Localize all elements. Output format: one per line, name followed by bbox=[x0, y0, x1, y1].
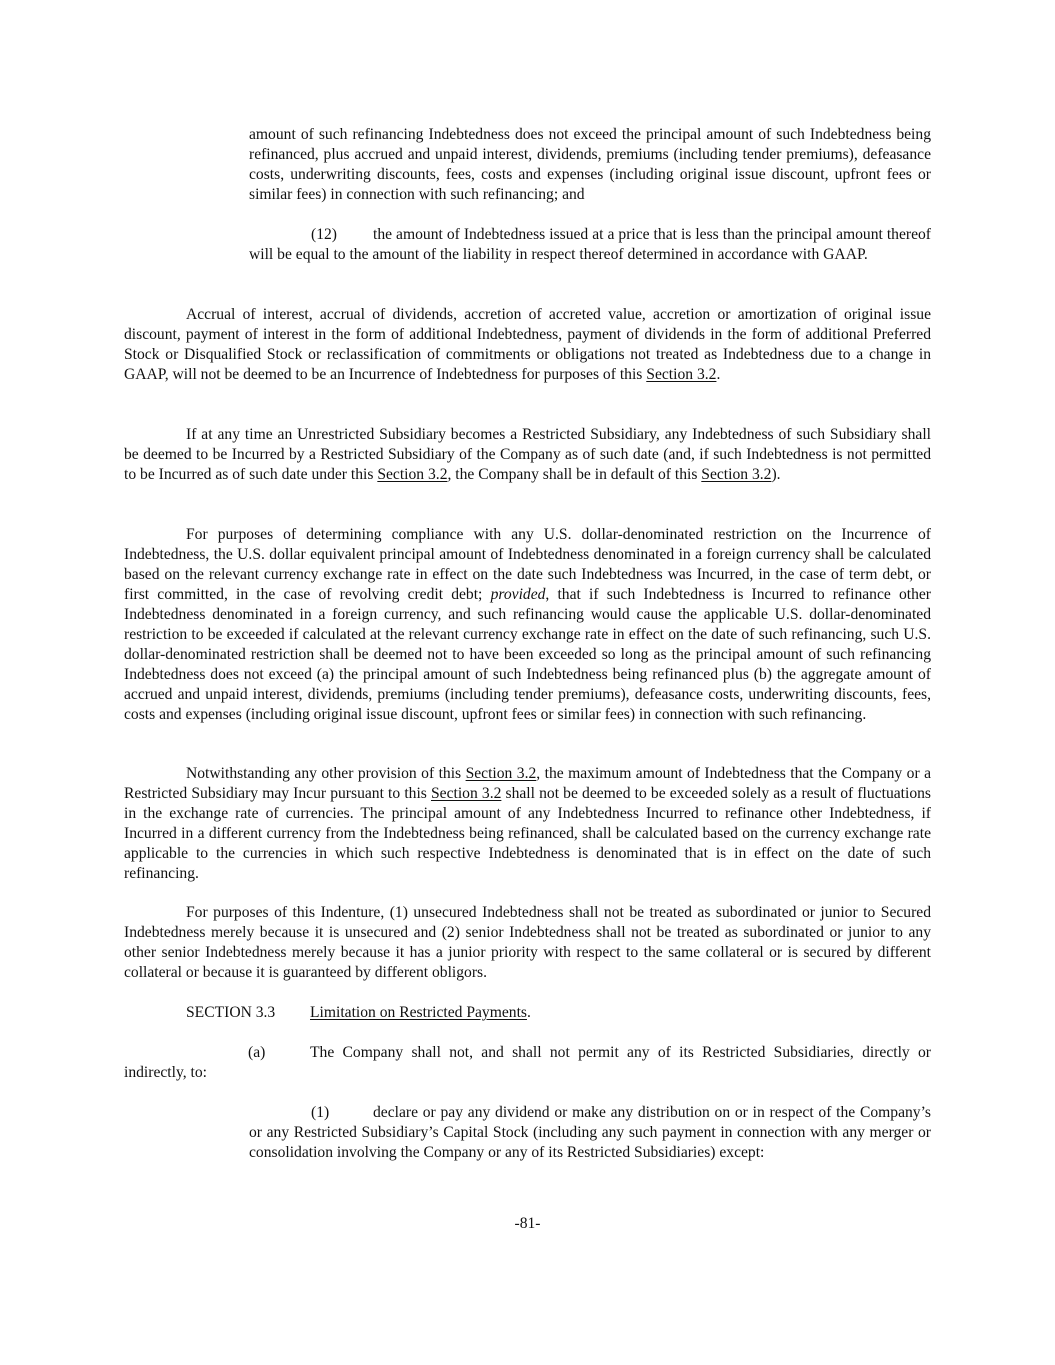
provided-italic: provided bbox=[490, 586, 546, 603]
clause-a-number: (a) bbox=[248, 1044, 266, 1061]
clause-12 bbox=[249, 225, 931, 265]
section-ref: Section 3.2 bbox=[430, 785, 502, 802]
clause-12-number: (12) bbox=[311, 226, 337, 243]
clause-11-continuation: amount of such refinancing Indebtedness does not exceed the principal amount of such Indebtedness being refinanced, plus accrued and unpaid interest, dividends, premiums (including tender premiums), defeasance costs, underwriting discounts, fees, costs and expenses (including original issue discount, upfront fees or similar fees) in connection with such refinancing; and bbox=[249, 126, 931, 203]
paragraph-currency-restriction: For purposes of determining compliance with any U.S. dollar-denominated restriction on the Incurrence of Indebtedness, the U.S. dollar equivalent principal amount of Indebtedness denominated in a foreign currency shall be calculated based on the relevant currency exchange rate in effect on the date such Indebtedness was Incurred, in the case of term debt, or first committed, in the case of revolving credit debt; provided, that if such Indebtedness is Incurred to refinance other Indebtedness denominated in a foreign currency, and such refinancing would cause the applicable U.S. dollar-denominated restriction to be exceeded if calculated at the relevant currency exchange rate in effect on the date of such refinancing, such U.S. dollar-denominated restriction shall be deemed not to have been exceeded so long as the principal amount of such refinancing Indebtedness does not exceed (a) the principal amount of such Indebtedness being refinanced plus (b) the aggregate amount of accrued and unpaid interest, dividends, premiums (including tender premiums), defeasance costs, underwriting discounts, fees, costs and expenses (including original issue discount, upfront fees or similar fees) in connection with such refinancing. bbox=[124, 526, 931, 723]
clause-1-text: declare or pay any dividend or make any distribution on or in respect of the Company’s or any Restricted Subsidiary’s Capital Stock (including any such payment in connection with any merger or consolidation involving the Company or any of its Restricted Subsidiaries) except: bbox=[249, 1104, 931, 1161]
section-ref: Section 3.2 bbox=[646, 366, 717, 383]
paragraph-unrestricted-subsidiary: If at any time an Unrestricted Subsidiary becomes a Restricted Subsidiary, any Indebtedness of such Subsidiary shall be deemed to be Incurred by a Restricted Subsidiary of the Company as of such date (and, if such Indebtedness is not permitted to be Incurred as of such date under this Section 3.2, the Company shall be in default of this Section 3.2). bbox=[124, 426, 931, 483]
clause-1 bbox=[249, 1103, 931, 1163]
paragraph-indenture-purposes: For purposes of this Indenture, (1) unsecured Indebtedness shall not be treated as subordinated or junior to Secured Indebtedness merely because it is unsecured and (2) senior Indebtedness shall not be treated as subordinated or junior to any other senior Indebtedness merely because it has a junior priority with respect to the same collateral or is secured by different collateral or because it is guaranteed by different obligors. bbox=[124, 904, 931, 981]
section-ref: Section 3.2 bbox=[377, 466, 448, 483]
section-ref: Section 3.2 bbox=[465, 765, 537, 782]
section-title: Limitation on Restricted Payments bbox=[310, 1004, 527, 1021]
clause-12-text: the amount of Indebtedness issued at a price that is less than the principal amount thereof will be equal to the amount of the liability in respect thereof determined in accordance with GAAP. bbox=[249, 226, 931, 263]
clause-a-text: The Company shall not, and shall not permit any of its Restricted Subsidiaries, directly or indirectly, to: bbox=[124, 1044, 931, 1081]
clause-1-number: (1) bbox=[311, 1104, 330, 1121]
section-ref: Section 3.2 bbox=[701, 466, 772, 483]
section-number: SECTION 3.3 bbox=[186, 1004, 276, 1021]
paragraph-accrual: Accrual of interest, accrual of dividends, accretion of accreted value, accretion or amortization of original issue discount, payment of interest in the form of additional Indebtedness, payment of dividends in the form of additional Preferred Stock or Disqualified Stock or reclassification of commitments or obligations not treated as Indebtedness due to a change in GAAP, will not be deemed to be an Incurrence of Indebtedness for purposes of this Section 3.2. bbox=[124, 306, 931, 383]
paragraph-notwithstanding: Notwithstanding any other provision of this Section 3.2, the maximum amount of Indebtedness that the Company or a Restricted Subsidiary may Incur pursuant to this Section 3.2 shall not be deemed to be exceeded solely as a result of fluctuations in the exchange rate of currencies. The principal amount of any Indebtedness Incurred to refinance other Indebtedness, if Incurred in a different currency from the Indebtedness being refinanced, shall be calculated based on the currency exchange rate applicable to the currencies in which such respective Indebtedness is denominated that is in effect on the date of such refinancing. bbox=[124, 765, 931, 882]
page-number: -81- bbox=[514, 1215, 541, 1232]
clause-a bbox=[124, 1043, 931, 1083]
section-3-3-heading: SECTION 3.3 Limitation on Restricted Payments. bbox=[186, 1004, 531, 1021]
